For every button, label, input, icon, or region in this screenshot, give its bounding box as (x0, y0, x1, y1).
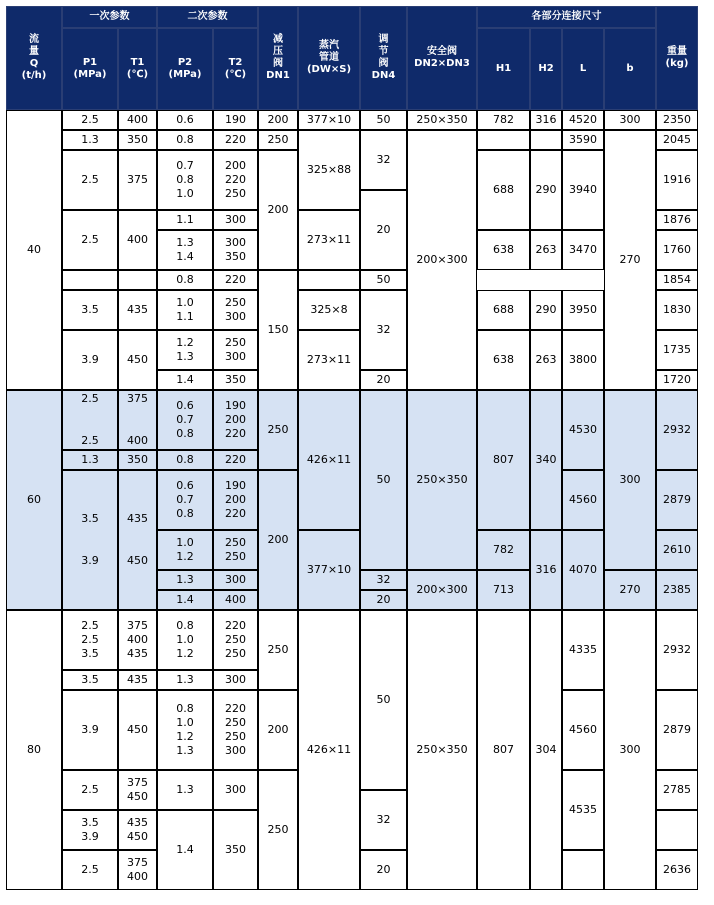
dn4-cell: 50 (360, 390, 407, 570)
header-flow: 流 量 Q (t/h) (6, 6, 62, 110)
p2-cell: 1.1 (176, 213, 194, 226)
weight-cell: 1735 (663, 343, 691, 356)
header-primary-params: 一次参数 (62, 6, 157, 28)
t2-cell: 300 (225, 783, 246, 796)
dn4-cell: 20 (376, 863, 391, 876)
p2-cell: 0.7 0.8 1.0 (176, 159, 194, 200)
steam-pipe-cell: 377×10 (298, 530, 360, 610)
h1-cell: 782 (493, 113, 514, 126)
p2-cell: 1.4 (157, 590, 213, 610)
l-cell: 4530 (562, 390, 604, 470)
h2-cell: 263 (535, 243, 557, 256)
h1-cell: 807 (493, 743, 514, 756)
weight-cell: 1830 (663, 303, 691, 316)
p1-cell (62, 270, 118, 290)
header-h2: H2 (530, 28, 562, 110)
p1-cell: 3.5 3.9 (81, 816, 99, 843)
flow-40: 40 (27, 243, 41, 256)
dn4-cell: 32 (360, 570, 407, 590)
weight-cell: 1760 (663, 243, 691, 256)
h1-cell: 638 (493, 353, 514, 366)
t2-cell: 300 (225, 213, 246, 226)
p1-cell: 3.9 (81, 353, 99, 366)
dn1-cell: 250 (258, 390, 298, 470)
t2-cell: 350 (225, 843, 246, 856)
b-cell: 300 (619, 743, 641, 756)
p1-cell: 3.5 3.9 (62, 470, 118, 610)
p2-cell: 0.8 (176, 133, 194, 146)
p2-cell: 1.3 (176, 673, 194, 686)
t2-cell: 220 (213, 450, 258, 470)
t2-cell: 300 350 (225, 236, 246, 263)
safety-valve-cell: 200×300 (407, 570, 477, 610)
l-cell: 4560 (569, 723, 597, 736)
t1-cell: 375 (127, 173, 148, 186)
dn4-cell: 32 (376, 813, 391, 826)
t1-cell: 400 (127, 113, 148, 126)
header-b: b (604, 28, 656, 110)
p2-cell: 0.8 1.0 1.2 (176, 619, 194, 660)
weight-cell: 1854 (663, 273, 691, 286)
steam-pipe-cell (298, 270, 360, 290)
h1-cell: 688 (493, 183, 514, 196)
header-connection-dims: 各部分连接尺寸 (477, 6, 656, 28)
h1-cell (477, 130, 530, 150)
header-safety-valve: 安全阀 DN2×DN3 (407, 6, 477, 110)
weight-cell: 2350 (663, 113, 691, 126)
weight-cell: 2636 (663, 863, 691, 876)
header-weight: 重量 (kg) (656, 6, 698, 110)
p2-cell: 0.8 (157, 450, 213, 470)
p2-cell: 0.8 1.0 1.2 1.3 (176, 702, 194, 757)
p2-cell: 0.6 (176, 113, 194, 126)
b-cell: 300 (619, 113, 641, 126)
t2-cell: 190 200 220 (213, 390, 258, 450)
p2-cell: 0.6 0.7 0.8 (157, 470, 213, 530)
steam-pipe-cell: 273×11 (306, 233, 352, 246)
t1-cell: 450 (127, 723, 148, 736)
t1-cell: 375 400 435 (127, 619, 148, 660)
steam-pipe-cell: 273×11 (306, 353, 352, 366)
header-secondary-params: 二次参数 (157, 6, 258, 28)
l-cell: 4560 (562, 470, 604, 530)
h2-cell (530, 130, 562, 150)
p2-cell: 1.0 1.2 (157, 530, 213, 570)
dn1-cell: 250 (267, 823, 289, 836)
t1-cell (118, 270, 157, 290)
weight-cell: 2610 (656, 530, 698, 570)
p2-cell: 1.3 1.4 (176, 236, 194, 263)
l-cell: 4070 (562, 530, 604, 610)
dn1-cell: 200 (258, 470, 298, 610)
t1-cell: 435 (127, 303, 148, 316)
weight-cell (656, 810, 698, 850)
p1-cell: 2.5 (81, 233, 99, 246)
dn4-cell: 50 (376, 113, 391, 126)
dn4-cell: 50 (376, 693, 391, 706)
dn1-cell: 200 (267, 203, 289, 216)
dn4-cell: 32 (376, 153, 391, 166)
steam-pipe-cell: 426×11 (298, 390, 360, 530)
t2-cell: 220 250 250 300 (225, 702, 246, 757)
t2-cell: 250 250 (213, 530, 258, 570)
t2-cell: 300 (225, 673, 246, 686)
dn4-cell: 20 (360, 590, 407, 610)
dn1-cell: 200 (267, 723, 289, 736)
header-dn1: 减 压 阀 DN1 (258, 6, 298, 110)
header-h1: H1 (477, 28, 530, 110)
dn4-cell: 20 (376, 223, 391, 236)
p1-cell: 1.3 (81, 133, 99, 146)
t1-cell: 375 450 (127, 776, 148, 803)
dn1-cell: 250 (267, 133, 289, 146)
t1-cell: 400 (127, 233, 148, 246)
dn4-cell: 50 (376, 273, 391, 286)
weight-cell: 2932 (663, 643, 691, 656)
t2-cell: 220 (225, 133, 246, 146)
weight-cell: 2045 (663, 133, 691, 146)
safety-valve-cell: 250×350 (416, 743, 468, 756)
t2-cell: 190 200 220 (213, 470, 258, 530)
h2-cell: 316 (530, 530, 562, 610)
t1-cell: 375 400 (127, 856, 148, 883)
p1-cell: 3.9 (81, 723, 99, 736)
dn1-cell: 250 (267, 643, 289, 656)
t1-cell: 435 450 (127, 816, 148, 843)
p1-cell: 2.5 (81, 173, 99, 186)
p1-cell: 2.5 2.5 3.5 (81, 619, 99, 660)
p1-cell: 2.5 2.5 (62, 390, 118, 450)
safety-valve-cell: 200×300 (416, 253, 468, 266)
h2-cell: 290 (535, 183, 557, 196)
p2-cell: 1.2 1.3 (176, 336, 194, 363)
steam-pipe-cell: 426×11 (306, 743, 352, 756)
h2-cell: 263 (535, 353, 557, 366)
p1-cell: 2.5 (81, 863, 99, 876)
header-t1: T1 (℃) (118, 28, 157, 110)
steam-pipe-cell: 325×8 (310, 303, 348, 316)
dn4-cell: 32 (376, 323, 391, 336)
dn4-cell: 20 (376, 373, 391, 386)
h2-cell: 304 (535, 743, 557, 756)
p2-cell: 1.4 (176, 843, 194, 856)
weight-cell: 2785 (663, 783, 691, 796)
p2-cell: 1.3 (157, 570, 213, 590)
b-cell: 270 (604, 570, 656, 610)
t1-cell: 450 (127, 353, 148, 366)
steam-pipe-cell: 325×88 (306, 163, 352, 176)
p2-cell: 0.8 (176, 273, 194, 286)
t1-cell: 435 450 (118, 470, 157, 610)
t2-cell: 350 (225, 373, 246, 386)
header-l: L (562, 28, 604, 110)
safety-valve-cell: 250×350 (416, 113, 468, 126)
t1-cell: 435 (127, 673, 148, 686)
h1-cell: 713 (477, 570, 530, 610)
weight-cell: 2879 (663, 723, 691, 736)
p2-cell: 1.3 (176, 783, 194, 796)
h1-cell: 782 (477, 530, 530, 570)
p1-cell: 2.5 (81, 783, 99, 796)
h1-cell: 807 (477, 390, 530, 530)
weight-cell: 2385 (656, 570, 698, 610)
t2-cell: 250 300 (225, 336, 246, 363)
t2-cell: 400 (213, 590, 258, 610)
h2-cell: 340 (530, 390, 562, 530)
header-p2: P2 (MPa) (157, 28, 213, 110)
p2-cell: 0.6 0.7 0.8 (157, 390, 213, 450)
t2-cell: 300 (213, 570, 258, 590)
p1-cell: 2.5 (81, 113, 99, 126)
weight-cell: 1916 (663, 173, 691, 186)
l-cell (562, 850, 604, 890)
flow-80: 80 (27, 743, 41, 756)
l-cell: 4520 (569, 113, 597, 126)
t2-cell: 220 250 250 (225, 619, 246, 660)
t1-cell: 375 400 (118, 390, 157, 450)
dn1-cell: 200 (267, 113, 289, 126)
t2-cell: 200 220 250 (225, 159, 246, 200)
t2-cell: 190 (225, 113, 246, 126)
p1-cell: 1.3 (62, 450, 118, 470)
p2-cell: 1.4 (176, 373, 194, 386)
header-p1: P1 (MPa) (62, 28, 118, 110)
t1-cell: 350 (118, 450, 157, 470)
steam-pipe-cell: 377×10 (306, 113, 352, 126)
l-cell: 3800 (569, 353, 597, 366)
h2-cell: 290 (535, 303, 557, 316)
b-cell: 300 (604, 390, 656, 570)
weight-cell: 2932 (656, 390, 698, 470)
l-cell: 3470 (569, 243, 597, 256)
l-cell: 3590 (569, 133, 597, 146)
b-cell: 270 (619, 253, 641, 266)
p1-cell: 3.5 (81, 303, 99, 316)
p1-cell: 3.5 (81, 673, 99, 686)
dn1-cell: 150 (267, 323, 289, 336)
t2-cell: 250 300 (225, 296, 246, 323)
header-dn4: 调 节 阀 DN4 (360, 6, 407, 110)
header-t2: T2 (℃) (213, 28, 258, 110)
l-cell: 3940 (569, 183, 597, 196)
weight-cell: 1720 (663, 373, 691, 386)
l-cell: 4335 (569, 643, 597, 656)
h1-cell: 638 (493, 243, 514, 256)
h1-cell: 688 (493, 303, 514, 316)
l-cell: 4535 (569, 803, 597, 816)
l-cell: 3950 (569, 303, 597, 316)
header-steam-pipe: 蒸汽 管道 (DW×S) (298, 6, 360, 110)
flow-60: 60 (6, 390, 62, 610)
safety-valve-cell: 250×350 (407, 390, 477, 570)
p2-cell: 1.0 1.1 (176, 296, 194, 323)
weight-cell: 2879 (656, 470, 698, 530)
h2-cell: 316 (535, 113, 557, 126)
t2-cell: 220 (225, 273, 246, 286)
weight-cell: 1876 (663, 213, 691, 226)
t1-cell: 350 (127, 133, 148, 146)
